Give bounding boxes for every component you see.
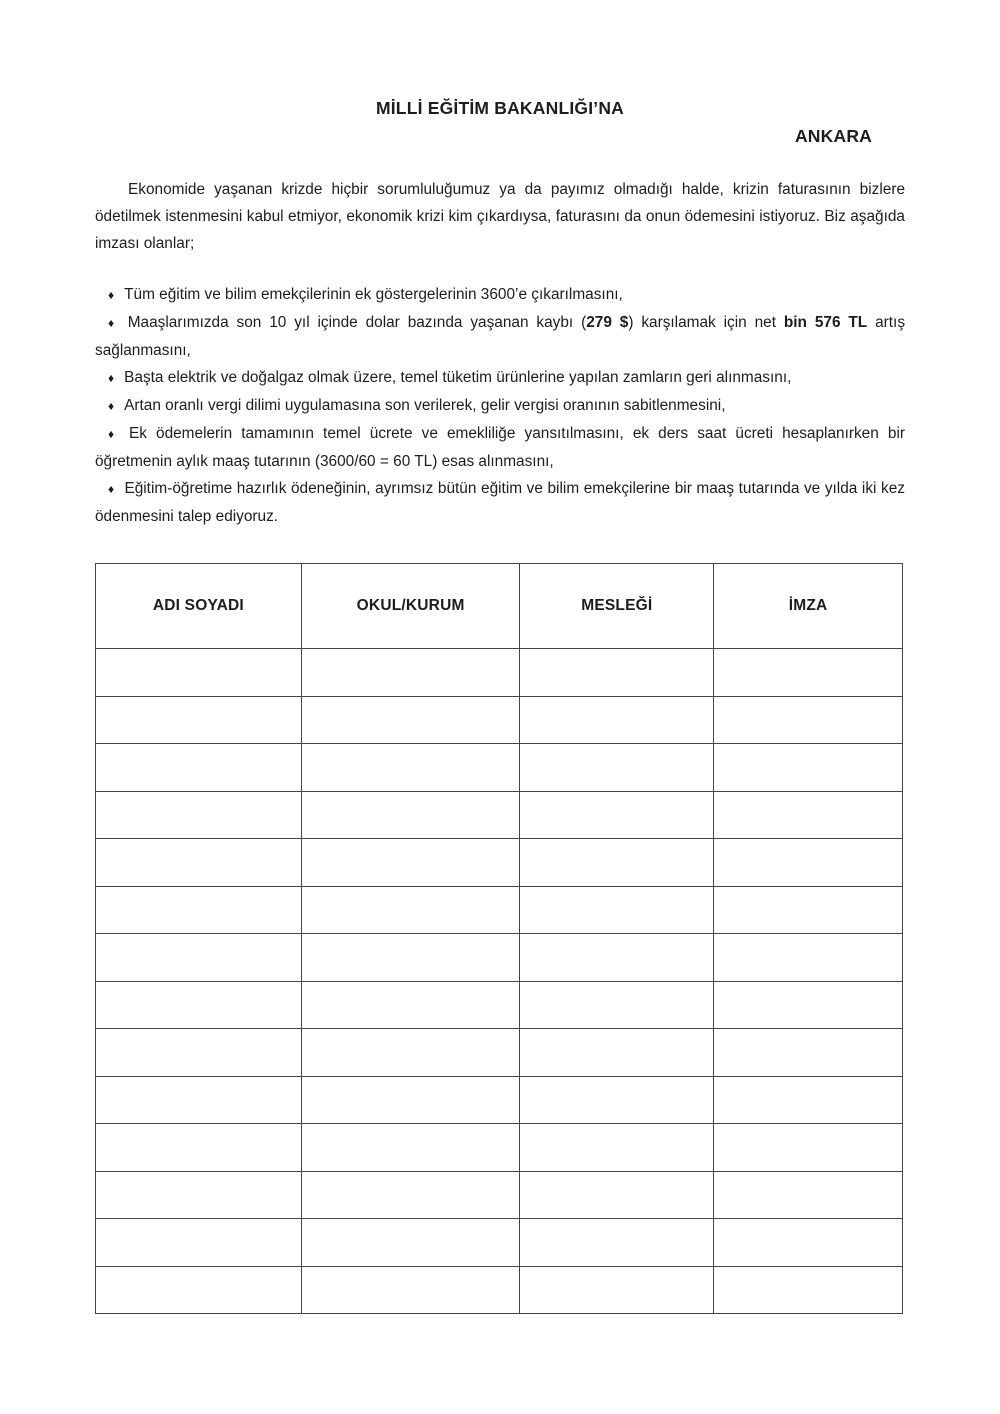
signature-row [96, 649, 903, 697]
signature-row [96, 1219, 903, 1267]
demand-list [95, 281, 905, 530]
signature-row [96, 934, 903, 982]
signature-row [96, 1124, 903, 1172]
signature-cell [301, 1266, 520, 1314]
column-header: OKUL/KURUM [301, 564, 520, 649]
signature-cell [301, 934, 520, 982]
diamond-bullet-icon: ♦ [108, 399, 115, 413]
demand-item [95, 420, 905, 475]
signature-cell [96, 1266, 302, 1314]
signature-table-body [96, 649, 903, 1314]
diamond-bullet-icon: ♦ [108, 316, 118, 330]
signature-cell [96, 981, 302, 1029]
signature-cell [301, 744, 520, 792]
signature-cell [520, 1219, 714, 1267]
signature-cell [301, 1029, 520, 1077]
signature-cell [520, 744, 714, 792]
demand-item [95, 392, 905, 420]
demand-text: Tüm eğitim ve bilim emekçilerinin ek göstergelerinin 3600’e çıkarılmasını, [124, 286, 623, 303]
signature-cell [301, 649, 520, 697]
signature-cell [96, 649, 302, 697]
demand-text: Ek ödemelerin tamamının temel ücrete ve emekliliğe yansıtılmasını, ek ders saat ücreti hesaplanırken bir öğretmenin aylık maaş tutarının (3600/60 = 60 TL) esas alınmasını, [95, 425, 905, 470]
signature-cell [96, 744, 302, 792]
signature-cell [301, 1219, 520, 1267]
signature-cell [714, 744, 903, 792]
demand-item [95, 364, 905, 392]
signature-cell [520, 1029, 714, 1077]
signature-cell [714, 1124, 903, 1172]
signature-cell [520, 1076, 714, 1124]
document-title: MİLLİ EĞİTİM BAKANLIĞI’NA [375, 98, 625, 118]
signature-cell [96, 791, 302, 839]
signature-cell [520, 696, 714, 744]
signature-cell [301, 981, 520, 1029]
diamond-bullet-icon: ♦ [108, 482, 115, 496]
signature-cell [714, 1171, 903, 1219]
signature-cell [714, 1266, 903, 1314]
column-header: MESLEĞİ [520, 564, 714, 649]
signature-cell [520, 886, 714, 934]
signature-cell [96, 1124, 302, 1172]
signature-cell [301, 791, 520, 839]
signature-cell [301, 1124, 520, 1172]
signature-cell [96, 1219, 302, 1267]
signature-cell [301, 1076, 520, 1124]
signature-cell [96, 886, 302, 934]
signature-cell [520, 1171, 714, 1219]
signature-cell [714, 1076, 903, 1124]
signature-cell [714, 839, 903, 887]
signature-cell [714, 1029, 903, 1077]
signature-cell [96, 839, 302, 887]
column-header: ADI SOYADI [96, 564, 302, 649]
demand-text: ) karşılamak için net [628, 314, 784, 331]
demand-item [95, 309, 905, 364]
signature-row [96, 981, 903, 1029]
signature-cell [301, 1171, 520, 1219]
signature-table-header [96, 564, 903, 649]
signature-cell [96, 934, 302, 982]
demand-item [95, 281, 905, 309]
signature-cell [520, 649, 714, 697]
signature-cell [714, 934, 903, 982]
intro-paragraph: Ekonomide yaşanan krizde hiçbir sorumluluğumuz ya da payımız olmadığı halde, krizin faturasının bizlere ödetilmek istenmesini kabul etmiyor, ekonomik krizi kim çıkardıysa, faturasını da onun ödemesini istiyoruz. Biz aşağıda imzası olanlar; [95, 181, 905, 252]
signature-cell [714, 886, 903, 934]
signature-cell [714, 649, 903, 697]
demand-text: 279 $ [586, 314, 629, 331]
demand-text: Artan oranlı vergi dilimi uygulamasına son verilerek, gelir vergisi oranının sabitlenmesini, [124, 397, 726, 414]
signature-row [96, 1266, 903, 1314]
document-subtitle: ANKARA [794, 126, 872, 146]
signature-row [96, 696, 903, 744]
signature-cell [520, 1266, 714, 1314]
demand-item [95, 475, 905, 530]
demand-text: Eğitim-öğretime hazırlık ödeneğinin, ayrımsız bütün eğitim ve bilim emekçilerine bir maaş tutarında ve yılda iki kez ödenmesini talep ediyoruz. [95, 480, 905, 525]
signature-cell [96, 696, 302, 744]
signature-row [96, 1171, 903, 1219]
signature-cell [520, 981, 714, 1029]
signature-cell [520, 1124, 714, 1172]
signature-cell [520, 934, 714, 982]
signature-cell [96, 1076, 302, 1124]
signature-cell [520, 839, 714, 887]
diamond-bullet-icon: ♦ [108, 371, 115, 385]
demand-text: artış sağlanmasını, [95, 314, 906, 359]
signature-table [95, 563, 903, 1314]
signature-cell [520, 791, 714, 839]
signature-row [96, 886, 903, 934]
signature-cell [714, 696, 903, 744]
signature-cell [301, 886, 520, 934]
signature-row [96, 744, 903, 792]
signature-cell [96, 1029, 302, 1077]
signature-row [96, 1029, 903, 1077]
demand-text: Başta elektrik ve doğalgaz olmak üzere, temel tüketim ürünlerine yapılan zamların geri alınmasını, [124, 369, 792, 386]
signature-row [96, 839, 903, 887]
signature-cell [714, 981, 903, 1029]
signature-cell [96, 1171, 302, 1219]
diamond-bullet-icon: ♦ [108, 288, 115, 302]
signature-row [96, 791, 903, 839]
signature-row [96, 1076, 903, 1124]
signature-cell [714, 791, 903, 839]
header-row [96, 564, 903, 649]
signature-cell [301, 839, 520, 887]
demand-text: Maaşlarımızda son 10 yıl içinde dolar bazında yaşanan kaybı ( [127, 314, 587, 331]
column-header: İMZA [714, 564, 903, 649]
diamond-bullet-icon: ♦ [108, 427, 119, 441]
demand-text: bin 576 TL [783, 314, 868, 331]
signature-cell [714, 1219, 903, 1267]
signature-cell [301, 696, 520, 744]
